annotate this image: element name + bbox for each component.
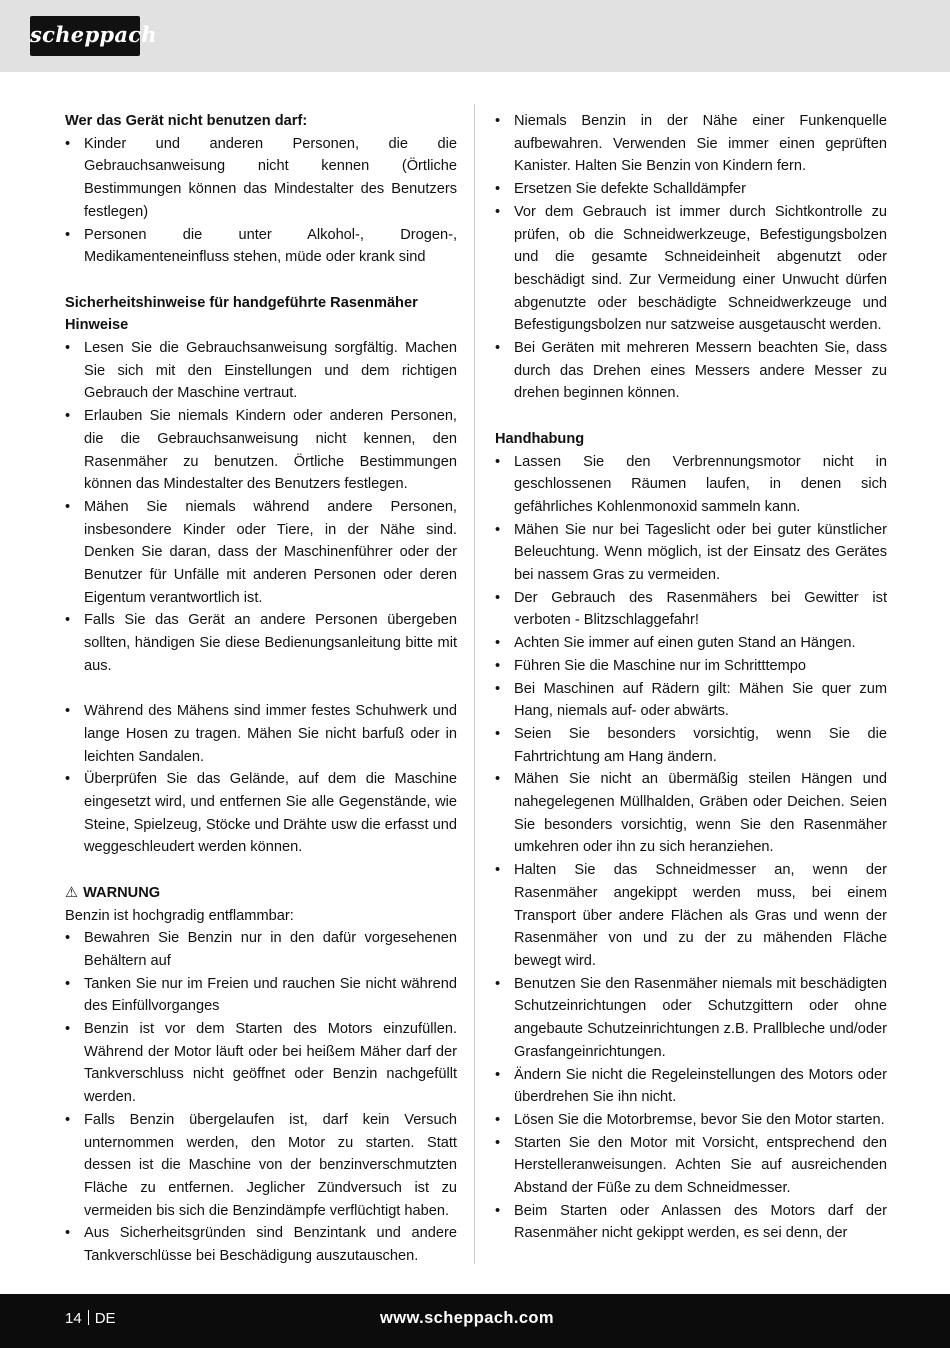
list-item: • Ersetzen Sie defekte Schalldämpfer <box>495 178 887 201</box>
brand-logo-text: scheppach <box>30 22 157 47</box>
page-number-block <box>65 1310 116 1327</box>
list-item: • Während des Mähens sind immer festes Schuhwerk und lange Hosen zu tragen. Mähen Sie nicht barfuß oder in leichten Sandalen. <box>65 700 457 768</box>
warning-label: WARNUNG <box>83 884 161 901</box>
list-item: • Mähen Sie nicht an übermäßig steilen Hängen und nahegelegenen Müllhalden, Gräben oder Deichen. Seien Sie besonders vorsichtig, wenn Sie den Rasenmäher umkehren oder ihn zu sich heranziehen. <box>495 768 887 859</box>
section-heading-users: Wer das Gerät nicht benutzen darf: <box>65 113 308 129</box>
list-item: • Seien Sie besonders vorsichtig, wenn Sie die Fahrtrichtung am Hang ändern. <box>495 723 887 768</box>
list-item: • Halten Sie das Schneidmesser an, wenn der Rasenmäher angekippt werden muss, bei einem Transport über andere Flächen als Gras und wenn der Rasenmäher von und zu der zu mähenden Fläche bewegt wird. <box>495 859 887 973</box>
list-item: • Kinder und anderen Personen, die die Gebrauchsanweisung nicht kennen (Örtliche Bestimmungen können das Mindestalter des Benutzers festlegen) <box>65 133 457 224</box>
list-item: • Mähen Sie niemals während andere Personen, insbesondere Kinder oder Tiere, in der Nähe sind. Denken Sie daran, dass der Maschinenführer oder der Benutzer für Unfälle mit anderen Personen oder deren Eigentum verantwortlich ist. <box>65 496 457 610</box>
website-url: www.scheppach.com <box>380 1309 554 1327</box>
right-column <box>495 110 887 1245</box>
list-item: • Erlauben Sie niemals Kindern oder anderen Personen, die die Gebrauchsanweisung nicht kennen, den Rasenmäher zu benutzen. Örtliche Bestimmungen können das Mindestalter des Benutzers festlegen. <box>65 405 457 496</box>
users-list <box>65 133 457 269</box>
page-footer <box>0 1294 950 1348</box>
list-item: • Starten Sie den Motor mit Vorsicht, entsprechend den Herstelleranweisungen. Achten Sie auf ausreichenden Abstand der Füße zu dem Schneidmesser. <box>495 1132 887 1200</box>
brand-logo <box>30 16 157 56</box>
list-item: • Ändern Sie nicht die Regeleinstellungen des Motors oder überdrehen Sie ihn nicht. <box>495 1064 887 1109</box>
list-item: • Bewahren Sie Benzin nur in den dafür vorgesehenen Behältern auf <box>65 927 457 972</box>
fuel-continued-list <box>495 110 887 405</box>
list-item: • Der Gebrauch des Rasenmähers bei Gewitter ist verboten - Blitzschlaggefahr! <box>495 587 887 632</box>
section-heading-handling: Handhabung <box>495 430 585 447</box>
list-item: • Benutzen Sie den Rasenmäher niemals mit beschädigten Schutzeinrichtungen oder Schutzgittern oder ohne angebaute Schutzeinrichtungen z.B. Prallbleche und/oder Grasfangeinrichtungen. <box>495 973 887 1064</box>
list-item: • Tanken Sie nur im Freien und rauchen Sie nicht während des Einfüllvorganges <box>65 973 457 1018</box>
page-number: 14 <box>65 1310 82 1327</box>
list-item: • Überprüfen Sie das Gelände, auf dem die Maschine eingesetzt wird, und entfernen Sie alle Gegenstände, wie Steine, Spielzeug, Stöcke und Drähte usw die erfasst und weggeschleudert werden können. <box>65 768 457 859</box>
list-item: • Aus Sicherheitsgründen sind Benzintank und andere Tankverschlüsse bei Beschädigung auszutauschen. <box>65 1222 457 1267</box>
list-item: • Falls Sie das Gerät an andere Personen übergeben sollten, händigen Sie diese Bedienungsanleitung bitte mit aus. <box>65 609 457 677</box>
warning-intro: Benzin ist hochgradig entflammbar: <box>65 907 294 924</box>
left-column <box>65 110 457 1268</box>
warning-icon: ⚠ <box>65 884 79 901</box>
handling-list <box>495 451 887 1246</box>
list-item: • Falls Benzin übergelaufen ist, darf kein Versuch unternommen werden, den Motor zu starten. Statt dessen ist die Maschine von der benzinverschmutzten Fläche zu entfernen. Jeglicher Zündversuch ist zu vermeiden bis sich die Benzindämpfe verflüchtigt haben. <box>65 1109 457 1223</box>
list-item: • Lassen Sie den Verbrennungsmotor nicht in geschlossenen Räumen laufen, in denen sich gefährliches Kohlenmonoxid sammeln kann. <box>495 451 887 519</box>
section-subheading-notes: Hinweise <box>65 317 129 334</box>
list-item: • Benzin ist vor dem Starten des Motors einzufüllen. Während der Motor läuft oder bei heißem Mäher darf der Tankverschluss nicht geöffnet oder Benzin nachgefüllt werden. <box>65 1018 457 1109</box>
list-item: • Lesen Sie die Gebrauchsanweisung sorgfältig. Machen Sie sich mit den Einstellungen und dem richtigen Gebrauch der Maschine vertraut. <box>65 337 457 405</box>
list-item: • Vor dem Gebrauch ist immer durch Sichtkontrolle zu prüfen, ob die Schneidwerkzeuge, Befestigungsbolzen und die gesamte Schneideinheit abgenutzt oder beschädigt sind. Zur Vermeidung einer Unwucht dürfen abgenutzte oder beschädigte Schneidwerkzeuge und Befestigungsbolzen nur satzweise ausgetauscht werden. <box>495 201 887 337</box>
page-header <box>0 0 950 72</box>
list-item: • Bei Geräten mit mehreren Messern beachten Sie, dass durch das Drehen eines Messers andere Messer zu drehen beginnen können. <box>495 337 887 405</box>
language-code: DE <box>94 1310 116 1327</box>
notes-list <box>65 337 457 678</box>
list-item: • Lösen Sie die Motorbremse, bevor Sie den Motor starten. <box>495 1109 887 1132</box>
list-item: • Beim Starten oder Anlassen des Motors darf der Rasenmäher nicht gekippt werden, es sei denn, der <box>495 1200 887 1245</box>
list-item: • Bei Maschinen auf Rädern gilt: Mähen Sie quer zum Hang, niemals auf- oder abwärts. <box>495 678 887 723</box>
list-item: • Achten Sie immer auf einen guten Stand an Hängen. <box>495 632 887 655</box>
list-item: • Mähen Sie nur bei Tageslicht oder bei guter künstlicher Beleuchtung. Wenn möglich, ist der Einsatz des Gerätes bei nassem Gras zu vermeiden. <box>495 519 887 587</box>
list-item: • Personen die unter Alkohol-, Drogen-, Medikamenteneinfluss stehen, müde oder krank sind <box>65 224 457 269</box>
list-item: • Niemals Benzin in der Nähe einer Funkenquelle aufbewahren. Verwenden Sie immer einen geprüften Kanister. Halten Sie Benzin von Kindern fern. <box>495 110 887 178</box>
list-item: • Führen Sie die Maschine nur im Schritttempo <box>495 655 887 678</box>
clothing-list <box>65 700 457 859</box>
warning-heading <box>65 882 457 905</box>
fuel-list <box>65 927 457 1268</box>
column-divider <box>474 104 475 1264</box>
section-heading-safety: Sicherheitshinweise für handgeführte Rasenmäher <box>65 294 418 311</box>
footer-separator <box>88 1310 89 1325</box>
